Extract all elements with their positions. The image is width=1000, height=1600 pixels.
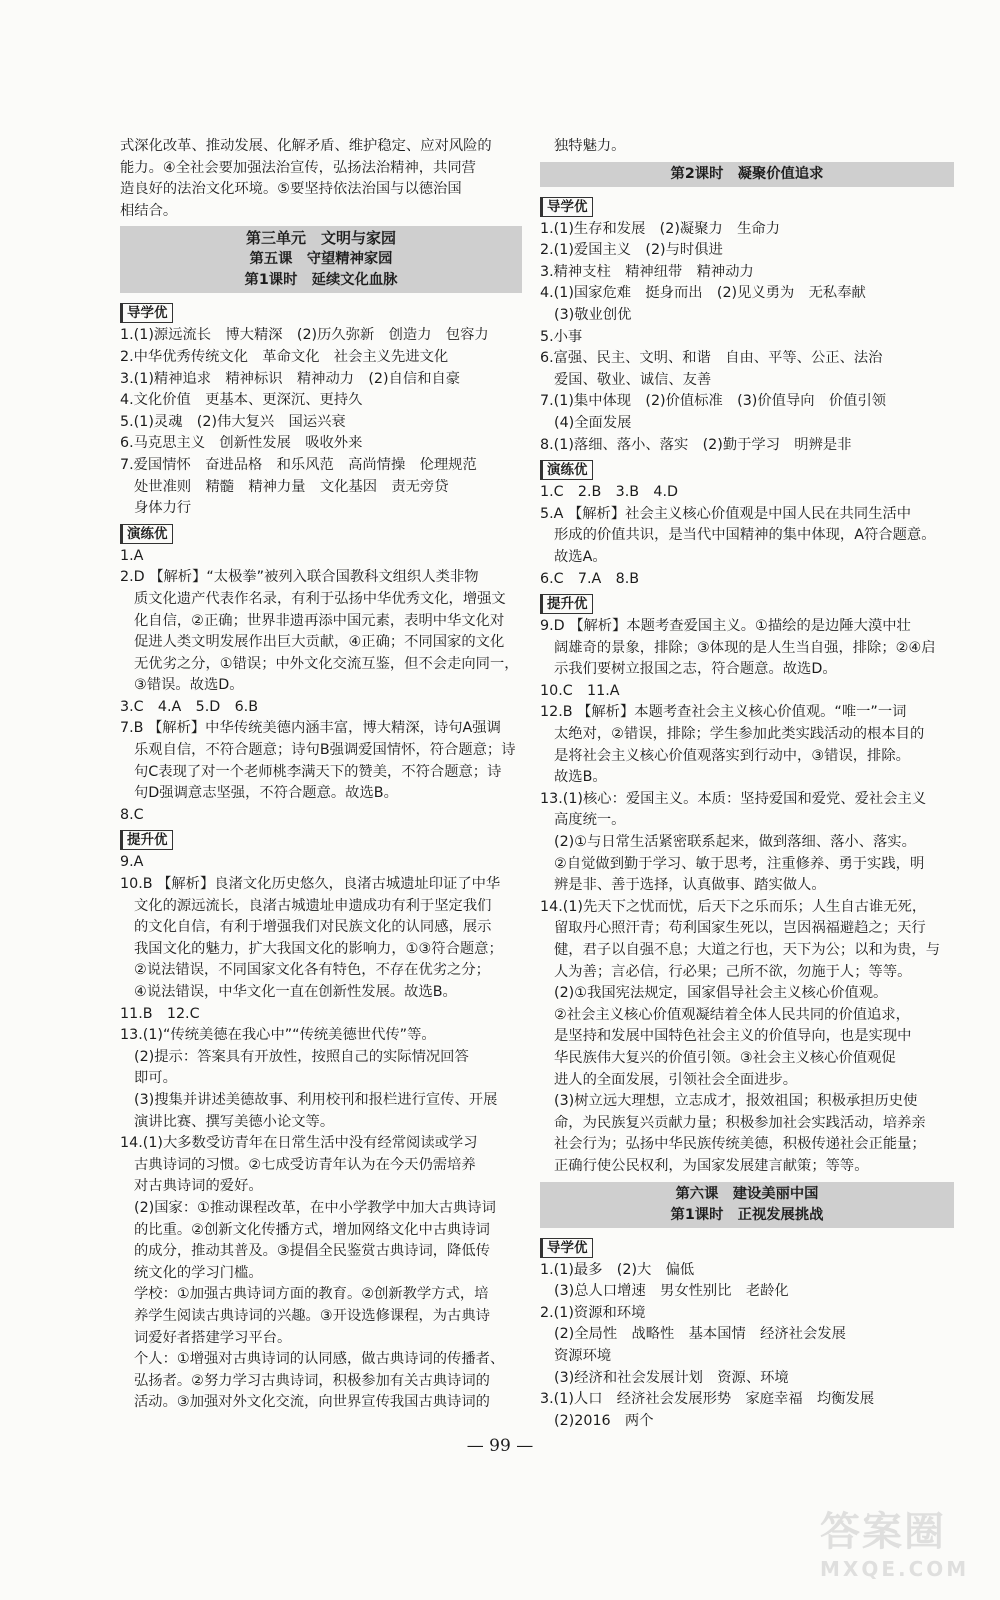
answer-line: 7.B 【解析】中华传统美德内涵丰富，博大精深，诗句A强调 [120,720,501,737]
answer-continuation: 身体力行 [134,500,192,517]
section-tag-row [540,1234,954,1260]
answer-continuation: 华民族伟大复兴的价值引领。③社会主义核心价值观促 [554,1049,896,1066]
section-tag: 提升优 [540,594,593,614]
answer-continuation: 弘扬者。②努力学习古典诗词，积极参加有关古典诗词的 [134,1372,490,1389]
answer-continuation: 养学生阅读古典诗词的兴趣。③开设选修课程，为古典诗 [134,1307,490,1324]
answer-continuation: 正确行使公民权利，为国家发展建言献策；等等。 [554,1157,869,1174]
answer-continuation: ②自觉做到勤于学习、敏于思考，注重修养、勇于实践，明 [554,855,925,872]
answer-continuation: 故选B。 [554,769,607,786]
answer-continuation: (4)全面发展 [554,414,632,431]
answer-continuation: 留取丹心照汗青；苟利国家生死以，岂因祸福避趋之；天行 [554,920,926,937]
answer-line: 11.B 12.C [120,1005,200,1022]
answer-line: 2.D 【解析】“太极拳”被列入联合国教科文组织人类非物 [120,569,479,586]
answer-continuation: 化自信，②正确；世界非遗再添中国元素，表明中华文化对 [134,612,505,629]
answer-continuation: ④说法错误，中华文化一直在创新性发展。故选B。 [134,984,457,1000]
answer-line: 6.马克思主义 创新性发展 吸收外来 [120,435,363,452]
answer-continuation: 古典诗词的习惯。②七成受访青年认为在今天仍需培养 [134,1156,476,1173]
answer-continuation: 是将社会主义核心价值观落实到行动中，③错误，排除。 [554,747,910,764]
section-tag: 演练优 [120,524,173,544]
answer-line: 8.(1)落细、落小、落实 (2)勤于学习 明辨是非 [540,436,852,453]
section-tag-row [540,193,954,219]
answer-continuation: 学校：①加强古典诗词方面的教育。②创新教学方式，培 [134,1286,489,1303]
answer-line: 3.(1)精神追求 精神标识 精神动力 (2)自信和自豪 [120,370,461,387]
answer-line: 12.B 【解析】本题考查社会主义核心价值观。“唯一”一词 [540,704,907,721]
answer-line: 4.(1)国家危难 挺身而出 (2)见义勇为 无私奉献 [540,285,866,302]
watermark-logo [820,1500,970,1590]
answer-line: 1.A [120,547,144,564]
answer-line: 4.文化价值 更基本、更深沉、更持久 [120,392,363,409]
answer-line: 7.(1)集中体现 (2)价值标准 (3)价值导向 价值引领 [540,393,887,410]
answer-continuation: 示我们要树立报国之志，符合题意。故选D。 [554,661,837,678]
answer-line: 9.A [120,854,144,871]
answer-continuation: (3)搜集并讲述美德故事、利用校刊和报栏进行宣传、开展 [134,1091,498,1108]
answer-line: 3.C 4.A 5.D 6.B [120,698,259,715]
section-tag: 演练优 [540,460,593,480]
answer-line: 13.(1)“传统美德在我心中”“传统美德世代传”等。 [120,1027,436,1044]
section-tag: 导学优 [120,303,173,323]
heading-line: 第三单元 文明与家园 [245,229,396,248]
answer-line: 能力。④全社会要加强法治宣传，弘扬法治精神，共同营 [120,159,476,176]
section-heading [540,1182,954,1228]
left-column [120,136,522,1414]
answer-continuation: 高度统一。 [554,812,626,829]
answer-continuation: (3)树立远大理想，立志成才，报效祖国；积极承担历史使 [554,1093,918,1110]
answer-continuation: (2)国家：①推动课程改革，在中小学教学中加大古典诗词 [134,1199,496,1216]
answer-line: 5.A 【解析】社会主义核心价值观是中国人民在共同生活中 [540,505,912,522]
answer-continuation: (2)2016 两个 [554,1412,654,1429]
answer-continuation: 太绝对，②错误，排除；学生参加此类实践活动的根本目的 [554,726,925,743]
answer-line: 14.(1)大多数受访青年在日常生活中没有经常阅读或学习 [120,1135,478,1152]
answer-continuation: 资源环境 [554,1347,612,1364]
answer-continuation: 社会行为；弘扬中华民族传统美德，积极传递社会正能量； [554,1136,926,1153]
answer-line: 2.(1)资源和环境 [540,1304,646,1321]
section-tag: 导学优 [540,1238,593,1258]
answer-line: 3.(1)人口 经济社会发展形势 家庭幸福 均衡发展 [540,1391,875,1408]
answer-continuation: 故选A。 [554,548,607,565]
answer-line: 1.(1)源远流长 博大精深 (2)历久弥新 创造力 包容力 [120,327,489,344]
answer-line: 1.(1)生存和发展 (2)凝聚力 生命力 [540,220,781,237]
answer-line: 式深化改革、推动发展、化解矛盾、维护稳定、应对风险的 [120,138,492,154]
answer-continuation: 乐观自信，不符合题意；诗句B强调爱国情怀，符合题意；诗 [134,742,516,759]
answer-line: 2.(1)爱国主义 (2)与时俱进 [540,242,723,259]
answer-continuation: 的比重。②创新文化传播方式，增加网络文化中古典诗词 [134,1221,490,1238]
answer-continuation: 演讲比赛、撰写美德小论文等。 [134,1113,335,1130]
answer-line: 5.(1)灵魂 (2)伟大复兴 国运兴衰 [120,413,346,430]
watermark-url: MXQE.COM [820,1557,970,1581]
answer-continuation: 即可。 [134,1070,177,1087]
answer-line: 10.B 【解析】良渚文化历史悠久，良渚古城遗址印证了中华 [120,876,501,893]
answer-continuation: 辨是非、善于选择，认真做事、踏实做人。 [554,877,826,894]
answer-continuation: 独特魅力。 [554,138,626,154]
answer-continuation: 对古典诗词的爱好。 [134,1178,263,1195]
heading-line: 第1课时 正视发展挑战 [670,1206,824,1223]
section-tag: 导学优 [540,197,593,217]
section-heading [540,162,954,187]
answer-continuation: 统文化的学习门槛。 [134,1264,263,1281]
answer-continuation: ②社会主义核心价值观凝结着全体人民共同的价值追求， [554,1006,910,1023]
answer-continuation: 活动。③加强对外文化交流，向世界宣传我国古典诗词的 [134,1394,490,1411]
section-tag-row [540,590,954,616]
section-heading [120,226,522,293]
answer-line: 造良好的法治文化环境。⑤要坚持依法治国与以德治国 [120,181,462,198]
answer-line: 5.小事 [540,328,583,345]
answer-continuation: 处世准则 精髓 精神力量 文化基因 责无旁贷 [134,478,449,495]
answer-continuation: 词爱好者搭建学习平台。 [134,1329,292,1346]
answer-continuation: 形成的价值共识，是当代中国精神的集中体现，A符合题意。 [554,527,936,544]
answer-line: 6.C 7.A 8.B [540,570,640,587]
answer-continuation: (3)总人口增速 男女性别比 老龄化 [554,1283,789,1300]
section-tag: 提升优 [120,830,173,850]
answer-line: 1.(1)最多 (2)大 偏低 [540,1261,695,1278]
answer-line: 9.D 【解析】本题考查爱国主义。①描绘的是边陲大漠中壮 [540,618,911,635]
answer-continuation: 我国文化的魅力，扩大我国文化的影响力，①③符合题意； [134,940,503,957]
answer-continuation: 健，君子以自强不息；大道之行也，天下为公；以和为贵，与 [554,942,941,958]
heading-line: 第六课 建设美丽中国 [675,1185,819,1202]
answer-line: 8.C [120,806,144,823]
answer-continuation: 的成分，推动其普及。③提倡全民鉴赏古典诗词，降低传 [134,1243,490,1260]
watermark-text: 答案圈 [820,1509,946,1555]
answer-continuation: (2)提示：答案具有开放性，按照自己的实际情况回答 [134,1048,469,1065]
answer-continuation: 句C表现了对一个老师桃李满天下的赞美，不符合题意；诗 [134,763,502,780]
answer-continuation: 促进人类文明发展作出巨大贡献，④正确；不同国家的文化 [134,634,505,651]
right-column [540,136,954,1432]
answer-line: 10.C 11.A [540,682,620,699]
answer-line: 相结合。 [120,202,178,219]
answer-continuation: ③错误。故选D。 [134,677,244,694]
answer-line: 13.(1)核心：爱国主义。本质：坚持爱国和爱党、爱社会主义 [540,790,927,807]
answer-continuation: ②说法错误，不同国家文化各有特色，不存在优劣之分； [134,962,490,979]
answer-continuation: 进人的全面发展，引领社会全面进步。 [554,1071,798,1088]
heading-line: 第2课时 凝聚价值追求 [670,165,824,182]
answer-continuation: (2)全局性 战略性 基本国情 经济社会发展 [554,1326,846,1343]
answer-continuation: 命，为民族复兴贡献力量；积极参加社会实践活动，培养亲 [554,1114,926,1131]
answer-continuation: (3)敬业创优 [554,306,632,323]
answer-continuation: (3)经济和社会发展计划 资源、环境 [554,1369,789,1386]
answer-continuation: 质文化遗产代表作名录，有利于弘扬中华优秀文化，增强文 [134,590,506,607]
answer-continuation: 是坚持和发展中国特色社会主义的价值导向，也是实现中 [554,1028,912,1045]
section-tag-row [540,456,954,482]
answer-line: 3.精神支柱 精神纽带 精神动力 [540,263,754,280]
answer-continuation: (2)①我国宪法规定，国家倡导社会主义核心价值观。 [554,985,888,1002]
section-tag-row [120,826,522,852]
answer-continuation: 爱国、敬业、诚信、友善 [554,371,712,388]
answer-continuation: 文化的源远流长，良渚古城遗址申遗成功有利于坚定我们 [134,897,492,914]
answer-continuation: 人为善；言必信，行必果；己所不欲，勿施于人；等等。 [554,963,912,980]
section-tag-row [120,520,522,546]
answer-continuation: (2)①与日常生活紧密联系起来，做到落细、落小、落实。 [554,834,916,851]
answer-line: 14.(1)先天下之忧而忧，后天下之乐而乐；人生自古谁无死， [540,898,927,915]
answer-continuation: 句D强调意志坚强，不符合题意。故选B。 [134,785,398,802]
heading-line: 第五课 守望精神家园 [249,251,393,268]
answer-line: 1.C 2.B 3.B 4.D [540,484,679,501]
answer-line: 6.富强、民主、文明、和谐 自由、平等、公正、法治 [540,350,883,367]
answer-line: 2.中华优秀传统文化 革命文化 社会主义先进文化 [120,348,449,365]
answer-continuation: 的文化自信，有利于增强我们对民族文化的认同感，展示 [134,919,492,936]
page-number: — 99 — [466,1436,534,1456]
answer-line: 7.爱国情怀 奋进品格 和乐风范 高尚情操 伦理规范 [120,456,477,473]
answer-continuation: 个人：①增强对古典诗词的认同感，做古典诗词的传播者、 [134,1351,505,1368]
heading-line: 第1课时 延续文化血脉 [244,272,398,289]
answer-continuation: 阔雄奇的景象，排除；③体现的是人生当自强，排除；②④启 [554,639,936,656]
answer-continuation: 无优劣之分，①错误；中外文化交流互鉴，但不会走向同一， [134,655,519,672]
section-tag-row [120,299,522,325]
